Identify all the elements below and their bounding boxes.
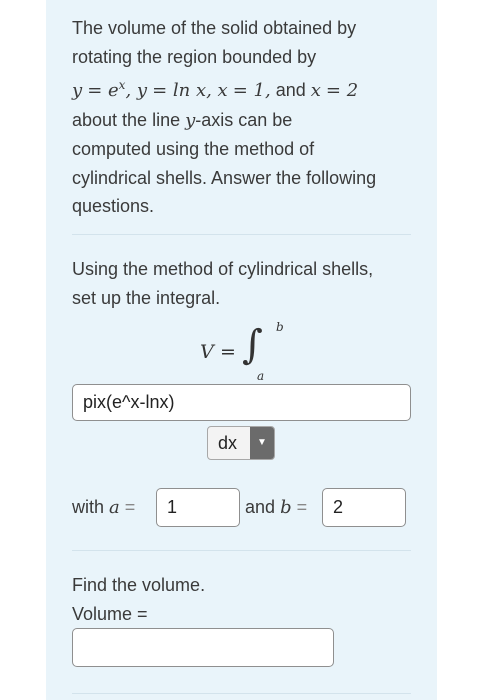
integrand-value: pix(e^x-lnx) [83, 392, 175, 412]
math-x2-var: x [310, 80, 321, 101]
math-sup-x: x [118, 78, 126, 92]
upper-limit: b [276, 320, 284, 334]
dropdown-arrow-icon[interactable]: ▼ [250, 427, 274, 459]
part2-prompt [72, 571, 417, 628]
math-ln: = ln x, x [152, 80, 228, 101]
part1-prompt [72, 255, 417, 312]
math-y2: , y [125, 80, 148, 101]
math-and: and [270, 80, 311, 100]
part1-prompt-line-2: set up the integral. [72, 287, 221, 308]
volume-label: Volume = [72, 603, 148, 624]
part1-prompt-line-1: Using the method of cylindrical shells, [72, 259, 374, 279]
differential-value: dx [218, 433, 238, 453]
b-variable: b [280, 497, 292, 518]
problem-equations [72, 71, 417, 106]
math-x2-val: = 2 [325, 80, 359, 101]
problem-line-2: rotating the region bounded by [72, 46, 317, 67]
integrand-input[interactable] [72, 384, 411, 421]
formula-v: V [200, 341, 214, 363]
integral-sign-icon: ∫ [242, 322, 263, 368]
math-eq-e: = e [87, 80, 119, 101]
with-text: with [72, 497, 105, 517]
a-variable: a [109, 497, 120, 518]
problem-line-5: computed using the method of [72, 139, 315, 159]
a-equals: = [124, 497, 136, 517]
lower-limit-input[interactable] [156, 488, 240, 527]
problem-line-4 [72, 106, 417, 136]
differential-select[interactable] [207, 426, 275, 460]
lower-limit: a [257, 369, 265, 383]
line4-text-a: about the line [72, 109, 186, 130]
lower-limit-value: 1 [167, 497, 178, 517]
divider-2 [72, 550, 411, 551]
line4-text-b: -axis can be [195, 109, 293, 130]
divider-1 [72, 234, 411, 235]
part2-prompt-line: Find the volume. [72, 575, 206, 595]
formula-equals: = [220, 341, 236, 363]
with-label [72, 495, 135, 520]
problem-line-1: The volume of the solid obtained by [72, 18, 357, 38]
integral-formula [196, 320, 316, 382]
problem-line-7: questions. [72, 196, 155, 216]
b-equals: = [296, 497, 308, 517]
math-y: y [72, 80, 83, 101]
volume-input[interactable] [72, 628, 334, 667]
math-x1: = 1, [232, 80, 271, 101]
and-text: and [245, 497, 276, 517]
upper-limit-input[interactable] [322, 488, 406, 527]
problem-statement [72, 14, 417, 221]
divider-3 [72, 693, 411, 694]
problem-line-6: cylindrical shells. Answer the following [72, 167, 377, 188]
line4-y: y [185, 109, 196, 131]
upper-limit-value: 2 [333, 497, 344, 517]
and-label [245, 495, 307, 520]
